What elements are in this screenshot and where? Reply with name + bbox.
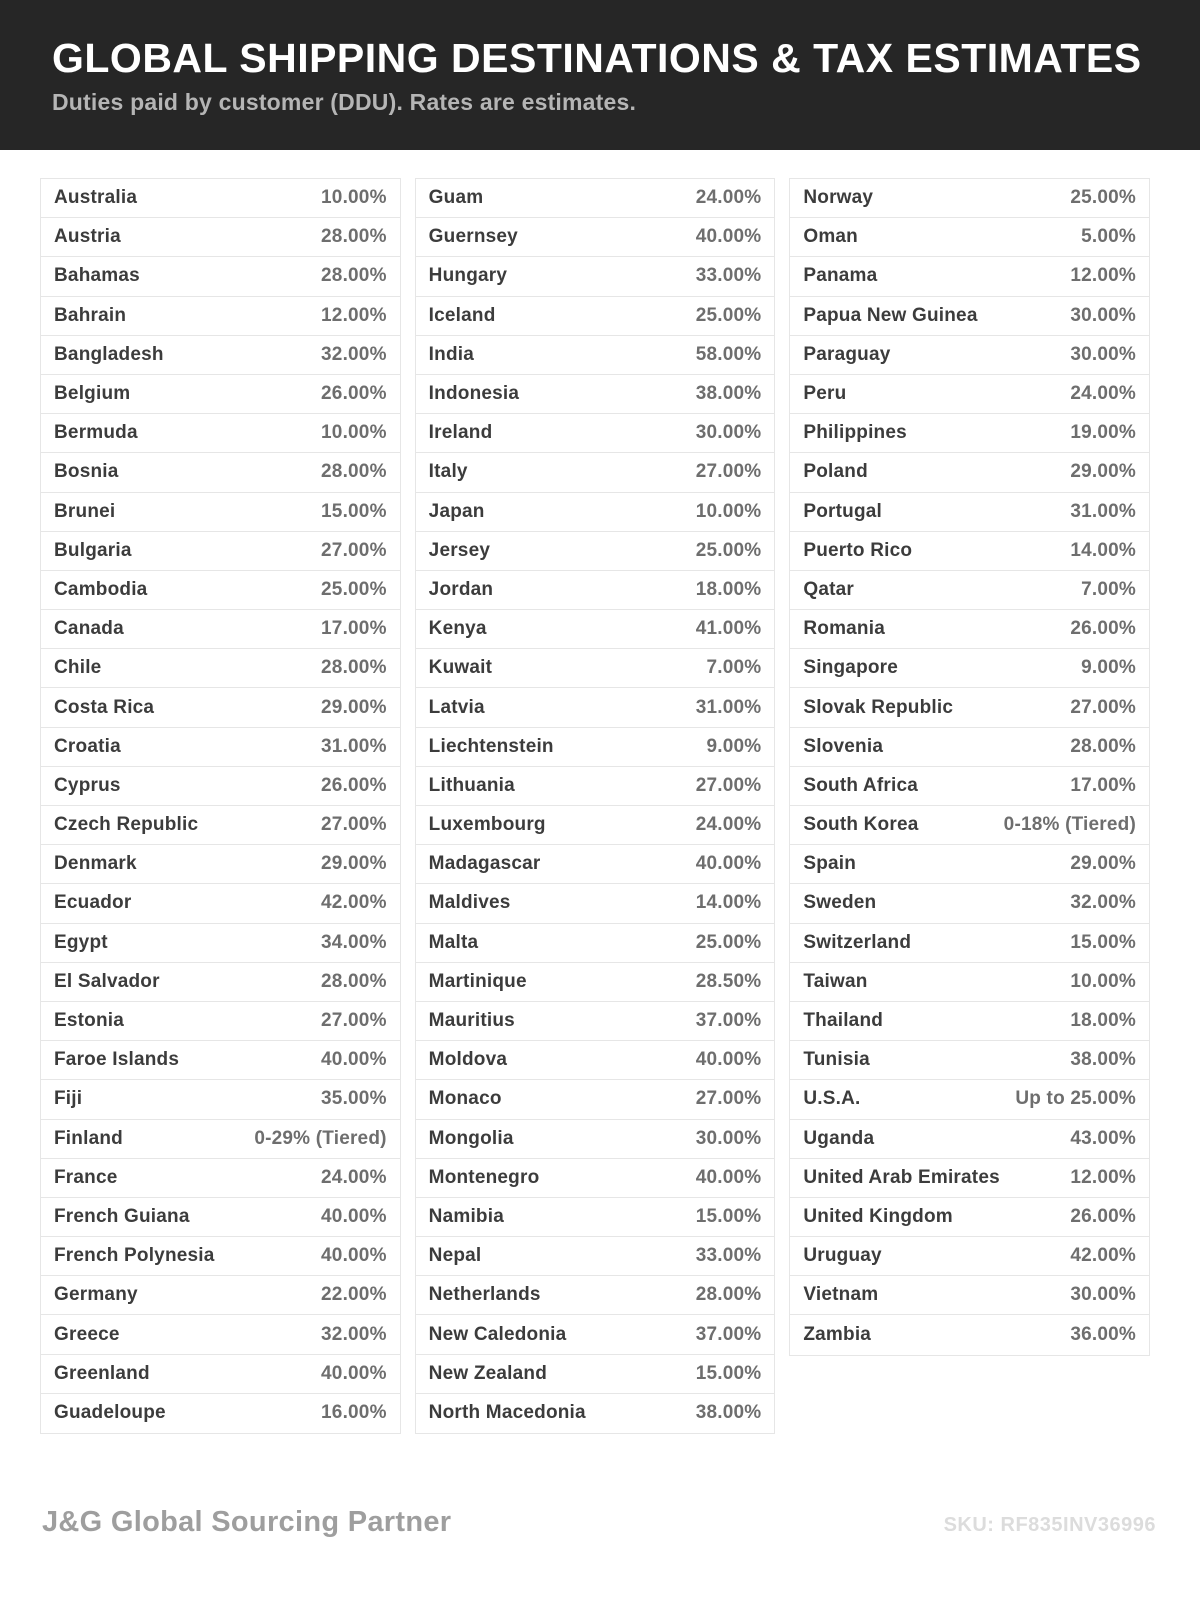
- table-row: [790, 493, 1149, 532]
- country-name: Bangladesh: [54, 343, 164, 365]
- tax-rate: 28.00%: [321, 226, 387, 248]
- country-name: Taiwan: [803, 970, 868, 992]
- tax-rate: 32.00%: [321, 1323, 387, 1345]
- country-name: Greenland: [54, 1362, 150, 1384]
- country-name: Brunei: [54, 500, 116, 522]
- country-name: Monaco: [428, 1088, 502, 1110]
- tax-rate: 30.00%: [1070, 304, 1137, 326]
- country-name: Singapore: [803, 657, 899, 679]
- tax-rate: 27.00%: [695, 461, 762, 483]
- tax-rate: 40.00%: [695, 226, 762, 248]
- tax-rate: 27.00%: [321, 539, 387, 561]
- country-name: Ireland: [428, 422, 493, 444]
- table-row: [790, 257, 1149, 296]
- table-row: [416, 571, 775, 610]
- page-subtitle: Duties paid by customer (DDU). Rates are estimates.: [52, 89, 637, 116]
- tax-rate: 31.00%: [695, 696, 762, 718]
- country-name: Guadeloupe: [54, 1402, 166, 1424]
- country-name: Spain: [803, 853, 857, 875]
- table-row: [790, 884, 1149, 923]
- tax-rate: 15.00%: [695, 1362, 762, 1384]
- country-name: New Zealand: [428, 1362, 548, 1384]
- country-name: Iceland: [428, 304, 496, 326]
- table-row: [41, 1315, 400, 1354]
- country-name: Mongolia: [428, 1127, 514, 1149]
- page-header: [0, 0, 1200, 150]
- country-name: Estonia: [54, 1010, 125, 1032]
- table-row: [790, 179, 1149, 218]
- table-row: [790, 610, 1149, 649]
- tax-rate: 29.00%: [321, 853, 387, 875]
- tax-rate: 10.00%: [1070, 970, 1137, 992]
- country-name: Slovak Republic: [803, 696, 954, 718]
- table-row: [416, 649, 775, 688]
- table-row: [416, 257, 775, 296]
- tax-rate: 38.00%: [1070, 1049, 1137, 1071]
- tax-rate: 9.00%: [706, 735, 762, 757]
- tax-rate: 19.00%: [1070, 422, 1137, 444]
- tax-rate: 22.00%: [321, 1284, 387, 1306]
- country-name: Panama: [803, 265, 878, 287]
- country-name: Slovenia: [803, 735, 884, 757]
- table-row: [790, 1276, 1149, 1315]
- country-name: Australia: [54, 187, 138, 209]
- table-row: [790, 1237, 1149, 1276]
- tax-rate: 14.00%: [695, 892, 762, 914]
- table-row: [41, 1237, 400, 1276]
- table-row: [416, 179, 775, 218]
- country-name: Mauritius: [428, 1010, 515, 1032]
- tax-rate: 12.00%: [1070, 265, 1137, 287]
- country-name: Latvia: [428, 696, 485, 718]
- country-name: Kuwait: [428, 657, 493, 679]
- table-row: [790, 688, 1149, 727]
- table-row: [790, 1041, 1149, 1080]
- table-row: [416, 963, 775, 1002]
- table-row: [416, 218, 775, 257]
- table-row: [790, 218, 1149, 257]
- country-name: Lithuania: [428, 774, 515, 796]
- tax-rate: 26.00%: [321, 774, 387, 796]
- country-name: Egypt: [54, 931, 108, 953]
- table-row: [416, 728, 775, 767]
- table-row: [41, 179, 400, 218]
- country-name: Finland: [54, 1127, 123, 1149]
- table-row: [416, 1120, 775, 1159]
- country-name: Switzerland: [803, 931, 912, 953]
- tax-rate: 26.00%: [321, 383, 387, 405]
- tax-rate: 17.00%: [1070, 774, 1137, 796]
- table-row: [41, 1394, 400, 1433]
- table-row: [790, 1159, 1149, 1198]
- tax-rate: 18.00%: [1070, 1010, 1137, 1032]
- tax-rate: 10.00%: [695, 500, 762, 522]
- tax-rate: 29.00%: [1070, 853, 1137, 875]
- country-name: Czech Republic: [54, 814, 199, 836]
- tax-rate: 30.00%: [695, 1127, 762, 1149]
- tax-rate: 5.00%: [1081, 226, 1137, 248]
- tax-rate: 28.00%: [321, 461, 387, 483]
- table-row: [416, 453, 775, 492]
- tax-rate: 25.00%: [695, 304, 762, 326]
- country-name: Bahrain: [54, 304, 127, 326]
- country-name: Jersey: [428, 539, 491, 561]
- country-name: Bosnia: [54, 461, 119, 483]
- table-row: [790, 1315, 1149, 1354]
- tax-rate: 40.00%: [695, 1049, 762, 1071]
- table-row: [416, 1355, 775, 1394]
- tax-rate: 26.00%: [1070, 618, 1137, 640]
- table-row: [416, 1159, 775, 1198]
- table-row: [416, 924, 775, 963]
- table-row: [41, 610, 400, 649]
- table-row: [416, 414, 775, 453]
- country-name: New Caledonia: [428, 1323, 567, 1345]
- table-row: [416, 1237, 775, 1276]
- country-name: Peru: [803, 383, 847, 405]
- table-row: [41, 688, 400, 727]
- country-name: Costa Rica: [54, 696, 155, 718]
- footer-sku: SKU: RF835INV36996: [943, 1514, 1156, 1536]
- country-name: Papua New Guinea: [803, 304, 978, 326]
- country-name: France: [54, 1166, 118, 1188]
- tax-rate: 27.00%: [695, 774, 762, 796]
- table-row: [416, 336, 775, 375]
- table-row: [41, 336, 400, 375]
- table-row: [41, 1355, 400, 1394]
- tax-rate: Up to 25.00%: [1015, 1088, 1137, 1110]
- table-row: [416, 375, 775, 414]
- page-footer: [42, 1506, 1156, 1539]
- table-row: [790, 649, 1149, 688]
- tax-rate: 30.00%: [1070, 1284, 1137, 1306]
- table-row: [41, 728, 400, 767]
- tax-rate: 12.00%: [321, 304, 387, 326]
- tax-rate: 28.00%: [321, 970, 387, 992]
- tax-rate: 35.00%: [321, 1088, 387, 1110]
- tax-rate: 16.00%: [321, 1402, 387, 1424]
- country-name: Montenegro: [428, 1166, 540, 1188]
- country-name: Belgium: [54, 383, 131, 405]
- country-name: Bermuda: [54, 422, 138, 444]
- tax-rate: 10.00%: [321, 422, 387, 444]
- tax-rate: 42.00%: [321, 892, 387, 914]
- table-row: [416, 1276, 775, 1315]
- country-name: Germany: [54, 1284, 138, 1306]
- table-row: [41, 571, 400, 610]
- tax-rate: 30.00%: [1070, 343, 1137, 365]
- tax-rate: 7.00%: [706, 657, 762, 679]
- tax-rate: 33.00%: [695, 265, 762, 287]
- table-row: [790, 297, 1149, 336]
- country-name: Maldives: [428, 892, 511, 914]
- country-name: Japan: [428, 500, 485, 522]
- country-name: Romania: [803, 618, 885, 640]
- country-name: South Korea: [803, 814, 919, 836]
- country-name: Bulgaria: [54, 539, 132, 561]
- country-name: Canada: [54, 618, 124, 640]
- tax-rate: 27.00%: [321, 1010, 387, 1032]
- tax-rate: 24.00%: [321, 1166, 387, 1188]
- tax-rate: 10.00%: [321, 187, 387, 209]
- table-row: [41, 806, 400, 845]
- tax-rate: 27.00%: [321, 814, 387, 836]
- tax-rate: 30.00%: [695, 422, 762, 444]
- tax-rate: 32.00%: [1070, 892, 1137, 914]
- country-name: Croatia: [54, 735, 121, 757]
- tax-rate: 40.00%: [321, 1362, 387, 1384]
- tax-rate: 33.00%: [695, 1245, 762, 1267]
- country-name: Thailand: [803, 1010, 884, 1032]
- country-name: Guernsey: [428, 226, 518, 248]
- table-row: [790, 924, 1149, 963]
- tax-rate: 31.00%: [321, 735, 387, 757]
- table-row: [790, 532, 1149, 571]
- tax-rate: 0-18% (Tiered): [1003, 814, 1137, 836]
- table-row: [416, 610, 775, 649]
- table-row: [790, 806, 1149, 845]
- country-name: French Guiana: [54, 1205, 190, 1227]
- country-name: Indonesia: [428, 383, 520, 405]
- tax-rate: 17.00%: [321, 618, 387, 640]
- rates-table: [40, 178, 1150, 1434]
- country-name: Paraguay: [803, 343, 891, 365]
- tax-rate: 24.00%: [695, 814, 762, 836]
- tax-rate: 24.00%: [1070, 383, 1137, 405]
- tax-rate: 40.00%: [695, 1166, 762, 1188]
- table-row: [41, 884, 400, 923]
- tax-rate: 28.00%: [321, 265, 387, 287]
- country-name: Cambodia: [54, 578, 148, 600]
- tax-rate: 15.00%: [321, 500, 387, 522]
- tax-rate: 15.00%: [1070, 931, 1137, 953]
- country-name: United Arab Emirates: [803, 1166, 1000, 1188]
- table-row: [416, 688, 775, 727]
- country-name: Guam: [428, 187, 484, 209]
- country-name: Fiji: [54, 1088, 83, 1110]
- tax-rate: 9.00%: [1081, 657, 1137, 679]
- table-row: [416, 493, 775, 532]
- table-row: [790, 845, 1149, 884]
- country-name: Ecuador: [54, 892, 132, 914]
- tax-rate: 34.00%: [321, 931, 387, 953]
- table-row: [41, 1120, 400, 1159]
- tax-rate: 37.00%: [695, 1010, 762, 1032]
- country-name: Hungary: [428, 265, 508, 287]
- country-name: Kenya: [428, 618, 487, 640]
- table-row: [416, 1002, 775, 1041]
- rate-column-3: [789, 178, 1150, 1356]
- table-row: [416, 1080, 775, 1119]
- country-name: Portugal: [803, 500, 883, 522]
- country-name: Jordan: [428, 578, 494, 600]
- country-name: Norway: [803, 187, 874, 209]
- table-row: [416, 1041, 775, 1080]
- table-row: [790, 767, 1149, 806]
- table-row: [41, 218, 400, 257]
- country-name: Faroe Islands: [54, 1049, 180, 1071]
- country-name: Italy: [428, 461, 468, 483]
- country-name: Puerto Rico: [803, 539, 913, 561]
- country-name: Zambia: [803, 1324, 872, 1346]
- country-name: Namibia: [428, 1205, 504, 1227]
- tax-rate: 36.00%: [1070, 1324, 1137, 1346]
- country-name: Netherlands: [428, 1284, 541, 1306]
- table-row: [41, 1198, 400, 1237]
- table-row: [41, 375, 400, 414]
- table-row: [790, 453, 1149, 492]
- country-name: Vietnam: [803, 1284, 879, 1306]
- table-row: [790, 1002, 1149, 1041]
- country-name: Poland: [803, 461, 868, 483]
- tax-rate: 28.00%: [321, 657, 387, 679]
- country-name: North Macedonia: [428, 1402, 586, 1424]
- table-row: [416, 884, 775, 923]
- tax-rate: 40.00%: [321, 1205, 387, 1227]
- table-row: [416, 297, 775, 336]
- country-name: Uruguay: [803, 1245, 882, 1267]
- table-row: [790, 1198, 1149, 1237]
- table-row: [41, 649, 400, 688]
- country-name: Moldova: [428, 1049, 508, 1071]
- country-name: Greece: [54, 1323, 120, 1345]
- table-row: [416, 1198, 775, 1237]
- country-name: Liechtenstein: [428, 735, 554, 757]
- country-name: Philippines: [803, 422, 907, 444]
- table-row: [790, 571, 1149, 610]
- table-row: [416, 845, 775, 884]
- country-name: Qatar: [803, 578, 854, 600]
- table-row: [41, 1080, 400, 1119]
- table-row: [41, 414, 400, 453]
- table-row: [41, 963, 400, 1002]
- country-name: El Salvador: [54, 970, 160, 992]
- country-name: South Africa: [803, 774, 918, 796]
- table-row: [41, 924, 400, 963]
- tax-rate: 38.00%: [695, 383, 762, 405]
- country-name: Austria: [54, 226, 121, 248]
- country-name: Sweden: [803, 892, 877, 914]
- tax-rate: 38.00%: [695, 1402, 762, 1424]
- table-row: [41, 453, 400, 492]
- tax-rate: 28.00%: [695, 1284, 762, 1306]
- table-row: [790, 728, 1149, 767]
- tax-rate: 27.00%: [695, 1088, 762, 1110]
- rate-column-1: [40, 178, 401, 1434]
- country-name: United Kingdom: [803, 1205, 953, 1227]
- country-name: U.S.A.: [803, 1088, 861, 1110]
- country-name: Oman: [803, 226, 858, 248]
- country-name: India: [428, 343, 475, 365]
- country-name: Tunisia: [803, 1049, 870, 1071]
- tax-rate: 29.00%: [1070, 461, 1137, 483]
- tax-rate: 41.00%: [695, 618, 762, 640]
- country-name: Luxembourg: [428, 814, 546, 836]
- table-row: [416, 1315, 775, 1354]
- table-row: [41, 1002, 400, 1041]
- table-row: [790, 375, 1149, 414]
- tax-rate: 32.00%: [321, 343, 387, 365]
- tax-rate: 40.00%: [695, 853, 762, 875]
- country-name: Malta: [428, 931, 479, 953]
- tax-rate: 58.00%: [695, 343, 762, 365]
- table-row: [416, 532, 775, 571]
- tax-rate: 29.00%: [321, 696, 387, 718]
- country-name: Martinique: [428, 970, 527, 992]
- table-row: [416, 806, 775, 845]
- table-row: [790, 1120, 1149, 1159]
- tax-rate: 43.00%: [1070, 1127, 1137, 1149]
- page-title: GLOBAL SHIPPING DESTINATIONS & TAX ESTIMATES: [52, 35, 1142, 81]
- country-name: Uganda: [803, 1127, 875, 1149]
- tax-rate: 27.00%: [1070, 696, 1137, 718]
- tax-rate: 7.00%: [1081, 578, 1137, 600]
- table-row: [41, 845, 400, 884]
- rate-column-2: [415, 178, 776, 1434]
- tax-rate: 25.00%: [321, 578, 387, 600]
- table-row: [790, 336, 1149, 375]
- country-name: French Polynesia: [54, 1245, 215, 1267]
- table-row: [41, 257, 400, 296]
- country-name: Bahamas: [54, 265, 140, 287]
- table-row: [41, 767, 400, 806]
- table-row: [41, 532, 400, 571]
- tax-rate: 14.00%: [1070, 539, 1137, 561]
- tax-rate: 25.00%: [695, 539, 762, 561]
- country-name: Cyprus: [54, 774, 121, 796]
- country-name: Chile: [54, 657, 102, 679]
- table-row: [416, 767, 775, 806]
- footer-brand: J&G Global Sourcing Partner: [42, 1506, 452, 1538]
- table-row: [790, 414, 1149, 453]
- table-row: [790, 1080, 1149, 1119]
- tax-rate: 40.00%: [321, 1049, 387, 1071]
- tax-rate: 24.00%: [695, 187, 762, 209]
- tax-rate: 12.00%: [1070, 1166, 1137, 1188]
- tax-rate: 28.00%: [1070, 735, 1137, 757]
- tax-rate: 26.00%: [1070, 1205, 1137, 1227]
- tax-rate: 15.00%: [695, 1205, 762, 1227]
- country-name: Nepal: [428, 1245, 482, 1267]
- table-row: [41, 1041, 400, 1080]
- table-row: [41, 493, 400, 532]
- tax-rate: 18.00%: [695, 578, 762, 600]
- country-name: Madagascar: [428, 853, 541, 875]
- table-row: [416, 1394, 775, 1433]
- table-row: [41, 297, 400, 336]
- table-row: [790, 963, 1149, 1002]
- tax-rate: 0-29% (Tiered): [254, 1127, 387, 1149]
- table-row: [41, 1276, 400, 1315]
- country-name: Denmark: [54, 853, 137, 875]
- tax-rate: 25.00%: [695, 931, 762, 953]
- tax-rate: 31.00%: [1070, 500, 1137, 522]
- tax-rate: 28.50%: [695, 970, 762, 992]
- tax-rate: 42.00%: [1070, 1245, 1137, 1267]
- tax-rate: 37.00%: [695, 1323, 762, 1345]
- table-row: [41, 1159, 400, 1198]
- tax-rate: 40.00%: [321, 1245, 387, 1267]
- tax-rate: 25.00%: [1070, 187, 1137, 209]
